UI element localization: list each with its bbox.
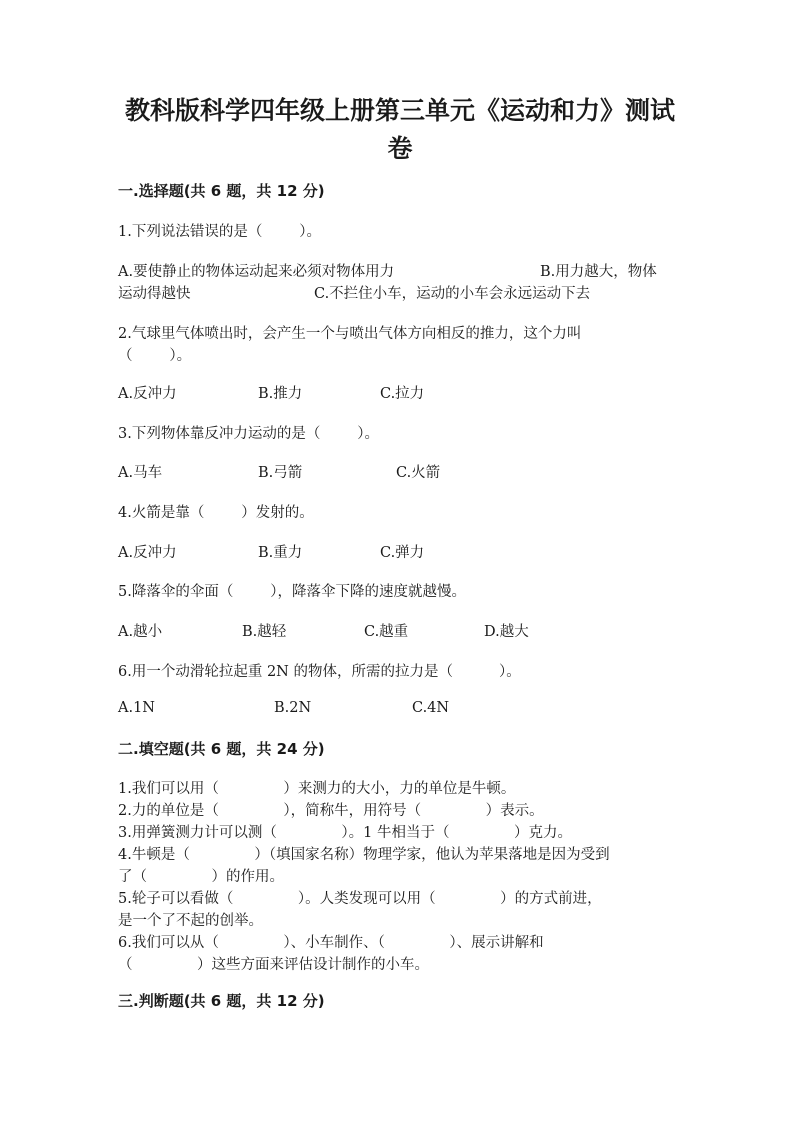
fill-line-3: 3.用弹簧测力计可以测（ ）。1 牛相当于（ ）克力。 — [118, 825, 572, 841]
question-2-option-b: B.推力 — [258, 386, 303, 402]
fill-line-1: 1.我们可以用（ ）来测力的大小，力的单位是牛顿。 — [118, 781, 516, 797]
question-2-option-c: C.拉力 — [380, 386, 425, 402]
question-4-option-a: A.反冲力 — [118, 545, 177, 561]
question-1-stem: 1.下列说法错误的是（ ）。 — [118, 224, 321, 240]
question-6-stem: 6.用一个动滑轮拉起重 2N 的物体，所需的拉力是（ ）。 — [118, 664, 521, 680]
question-5-option-a: A.越小 — [118, 624, 163, 640]
question-5-stem: 5.降落伞的伞面（ ），降落伞下降的速度就越慢。 — [118, 584, 466, 600]
question-6-option-a: A.1N — [118, 700, 155, 716]
page-title: 教科版科学四年级上册第三单元《运动和力》测试卷 — [124, 96, 675, 163]
question-1-option-b: B.用力越大，物体 — [540, 264, 657, 280]
question-4-option-c: C.弹力 — [380, 545, 425, 561]
question-6-option-c: C.4N — [412, 700, 450, 716]
question-2-option-a: A.反冲力 — [118, 386, 177, 402]
question-1-option-c: C.不拦住小车，运动的小车会永远运动下去 — [314, 286, 591, 302]
question-2-stem: 2.气球里气体喷出时，会产生一个与喷出气体方向相反的推力，这个力叫 — [118, 326, 582, 342]
fill-line-5: 了（ ）的作用。 — [118, 869, 285, 885]
question-3-stem: 3.下列物体靠反冲力运动的是（ ）。 — [118, 426, 379, 442]
question-3-option-a: A.马车 — [118, 465, 163, 481]
fill-line-9: （ ）这些方面来评估设计制作的小车。 — [118, 957, 430, 973]
question-2-stem-cont: （ ）。 — [118, 348, 192, 364]
question-6-option-b: B.2N — [274, 700, 312, 716]
fill-line-7: 是一个了不起的创举。 — [118, 913, 263, 929]
question-4-stem: 4.火箭是靠（ ）发射的。 — [118, 505, 314, 521]
question-1-option-b-cont: 运动得越快 — [118, 286, 191, 302]
section-heading-choice: 一.选择题(共 6 题，共 12 分) — [118, 182, 325, 200]
fill-line-2: 2.力的单位是（ ），简称牛，用符号（ ）表示。 — [118, 803, 544, 819]
fill-line-6: 5.轮子可以看做（ ）。人类发现可以用（ ）的方式前进， — [118, 891, 602, 907]
section-heading-judge: 三.判断题(共 6 题，共 12 分) — [118, 992, 325, 1010]
question-5-option-d: D.越大 — [484, 624, 529, 640]
fill-line-8: 6.我们可以从（ ）、小车制作、（ ）、展示讲解和 — [118, 935, 544, 951]
question-5-option-c: C.越重 — [364, 624, 409, 640]
question-5-option-b: B.越轻 — [242, 624, 287, 640]
question-3-option-c: C.火箭 — [396, 465, 441, 481]
fill-line-4: 4.牛顿是（ ）（填国家名称）物理学家，他认为苹果落地是因为受到 — [118, 847, 610, 863]
section-heading-fill: 二.填空题(共 6 题，共 24 分) — [118, 740, 325, 758]
question-4-option-b: B.重力 — [258, 545, 303, 561]
question-1-option-a: A.要使静止的物体运动起来必须对物体用力 — [118, 264, 395, 280]
question-3-option-b: B.弓箭 — [258, 465, 303, 481]
